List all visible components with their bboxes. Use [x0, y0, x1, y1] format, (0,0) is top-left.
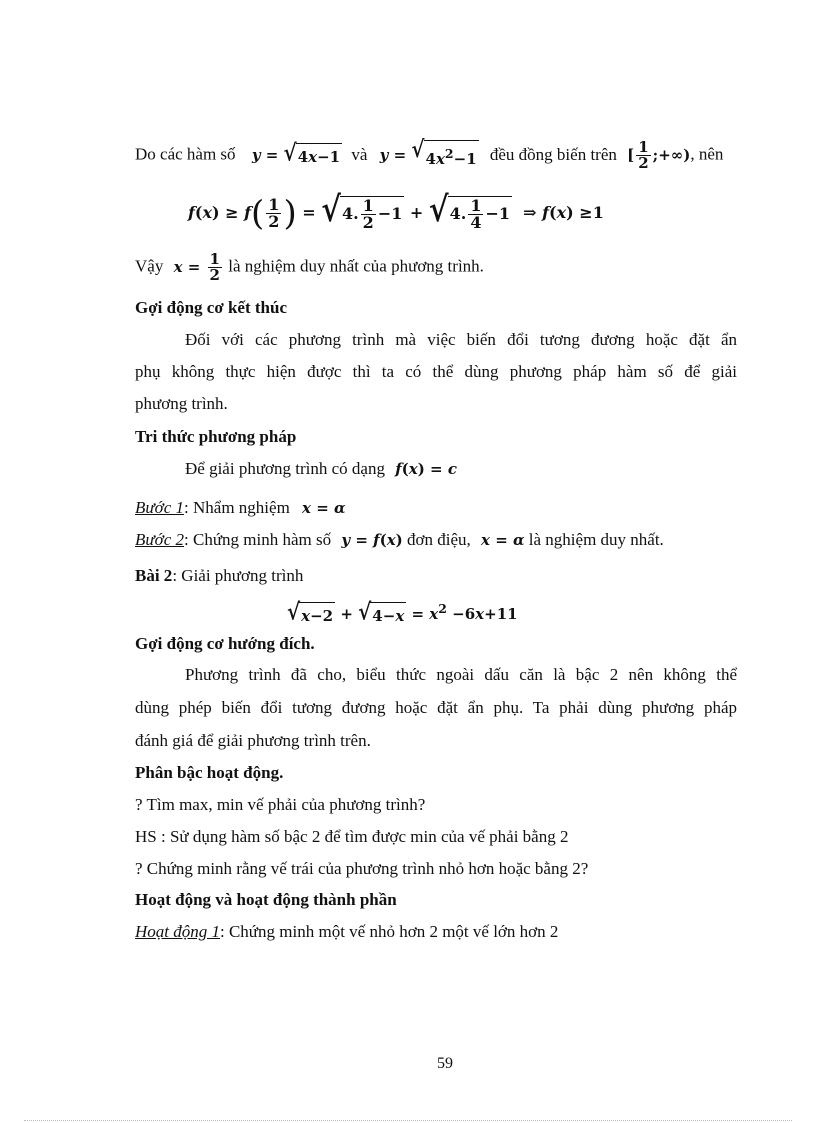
text: , nên	[690, 144, 724, 164]
page-number: 59	[437, 1055, 453, 1072]
formula-interval: [ $\frac{1}{2}$ ;+∞)	[627, 138, 691, 172]
text: : Chứng minh hàm số	[184, 530, 332, 549]
step-label: Bước 1	[135, 498, 185, 517]
exercise-2-line	[135, 564, 303, 588]
paragraph-line: phụ không thực hiện được thì ta có thể dùng phương pháp hàm số để giải	[135, 362, 737, 381]
paragraph-line: dùng phép biến đổi tương đương hoặc đặt ẩn phụ. Ta phải dùng phương pháp	[135, 698, 737, 717]
formula-inequality: f(x) ≥ f( $\frac{1}{2}$ ) = √ 4. $\frac{1}{2}$ −1 + √ 4. $\frac{1}{4}$ −1 ⇒ f(x) ≥1	[188, 189, 604, 234]
paragraph-line: Phương trình đã cho, biểu thức ngoài dấu căn là bậc 2 nên không thể	[185, 665, 737, 684]
intro-line	[135, 135, 724, 172]
text: là nghiệm duy nhất.	[528, 530, 664, 549]
formula-fx-c: f(x) = c	[395, 460, 457, 478]
conclusion-line	[135, 252, 484, 283]
text: Vậy	[135, 256, 164, 276]
paragraph-line: phương trình.	[135, 394, 228, 413]
text: là nghiệm duy nhất của phương trình.	[228, 256, 484, 276]
heading-goi-dong-co-huong-dich: Gợi động cơ hướng đích.	[135, 634, 315, 653]
heading-hoat-dong-thanh-phan: Hoạt động và hoạt động thành phần	[135, 890, 397, 909]
formula-x-alpha: x = α	[302, 499, 346, 517]
question-2: ? Chứng minh rằng vế trái của phương trình nhỏ hơn hoặc bằng 2?	[135, 859, 589, 878]
formula-y-sqrt-4x-1: y = √ 4x−1	[252, 146, 348, 164]
text: : Chứng minh một vế nhỏ hơn 2 một vế lớn hơn 2	[220, 922, 559, 941]
heading-goi-dong-co-ket-thuc: Gợi động cơ kết thúc	[135, 298, 288, 317]
text: : Nhẩm nghiệm	[184, 498, 290, 517]
formula-x-half: x = $\frac{1}{2}$	[173, 250, 220, 284]
activity-1-line	[135, 920, 558, 944]
question-1: ? Tìm max, min vế phải của phương trình?	[135, 795, 426, 814]
text: : Giải phương trình	[172, 566, 304, 585]
activity-label: Hoạt động 1	[135, 922, 220, 941]
footer-divider	[24, 1120, 792, 1121]
formula-x-alpha: x = α	[481, 531, 525, 549]
paragraph-line: Đối với các phương trình mà việc biến đổi tương đương hoặc đặt ẩn	[185, 330, 737, 349]
exercise-label: Bài 2	[135, 566, 173, 585]
formula-exercise-2: √ x−2 + √ 4−x = $x^2 -6x+11$	[287, 597, 518, 628]
text: đều đồng biến trên	[489, 144, 617, 164]
step-label: Bước 2	[135, 530, 185, 549]
student-answer: HS : Sử dụng hàm số bậc 2 để tìm được min của vế phải bằng 2	[135, 827, 569, 846]
text: Do các hàm số	[135, 144, 236, 164]
paragraph-line: đánh giá để giải phương trình trên.	[135, 731, 371, 750]
method-intro-line	[185, 457, 457, 481]
step2-line	[135, 528, 664, 552]
text: đơn điệu,	[407, 530, 471, 549]
formula-y-fx: y = f(x)	[341, 531, 403, 549]
text: Để giải phương trình có dạng	[185, 459, 385, 478]
step1-line	[135, 496, 346, 520]
heading-phan-bac-hoat-dong: Phân bậc hoạt động.	[135, 763, 284, 782]
text: và	[351, 144, 368, 164]
heading-tri-thuc-phuong-phap: Tri thức phương pháp	[135, 427, 297, 446]
formula-y-sqrt-4x2-1: y = √ $4x^2-1$	[380, 146, 484, 164]
